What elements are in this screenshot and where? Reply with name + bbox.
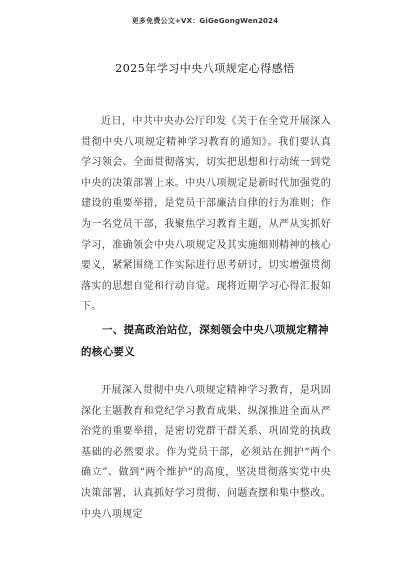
paragraph-section-1: 开展深入贯彻中央八项规定精神学习教育，是巩固深化主题教育和党纪学习教育成果、纵深推进全面从严治党的重要举措，是密切党群干群关系、巩固党的执政基础的必然要求。作为党员干部，必须站在拥护“两个确立”、做到“两个维护”的高度，坚决贯彻落实党中央决策部署，认真抓好学习贯彻、问题查摆和集中整改。中央八项规定 [81,385,331,520]
paragraph-intro: 近日，中共中央办公厅印发《关于在全党开展深入贯彻中央八项规定精神学习教育的通知》。我们要认真学习领会、全面贯彻落实，切实把思想和行动统一到党中央的决策部署上来。中央八项规定是新时代加强党的建设的重要举措，是党员干部廉洁自律的行为准则；作为一名党员干部，我聚焦学习教育主题，从严从实抓好学习，准确领会中央八项规定及其实施细则精神的核心要义，紧紧围绕工作实际进行思考研讨，切实增强贯彻落实的思想自觉和行动自觉。现将近期学习心得汇报如下。 [81,116,331,313]
document-title: 2025年学习中央八项规定心得感悟 [115,62,295,75]
header-note: 更多免费公文+VX：GiGeGongWen2024 [131,17,279,25]
section-heading-1: 一、提高政治站位，深刻领会中央八项规定精神的核心要义 [81,324,329,358]
